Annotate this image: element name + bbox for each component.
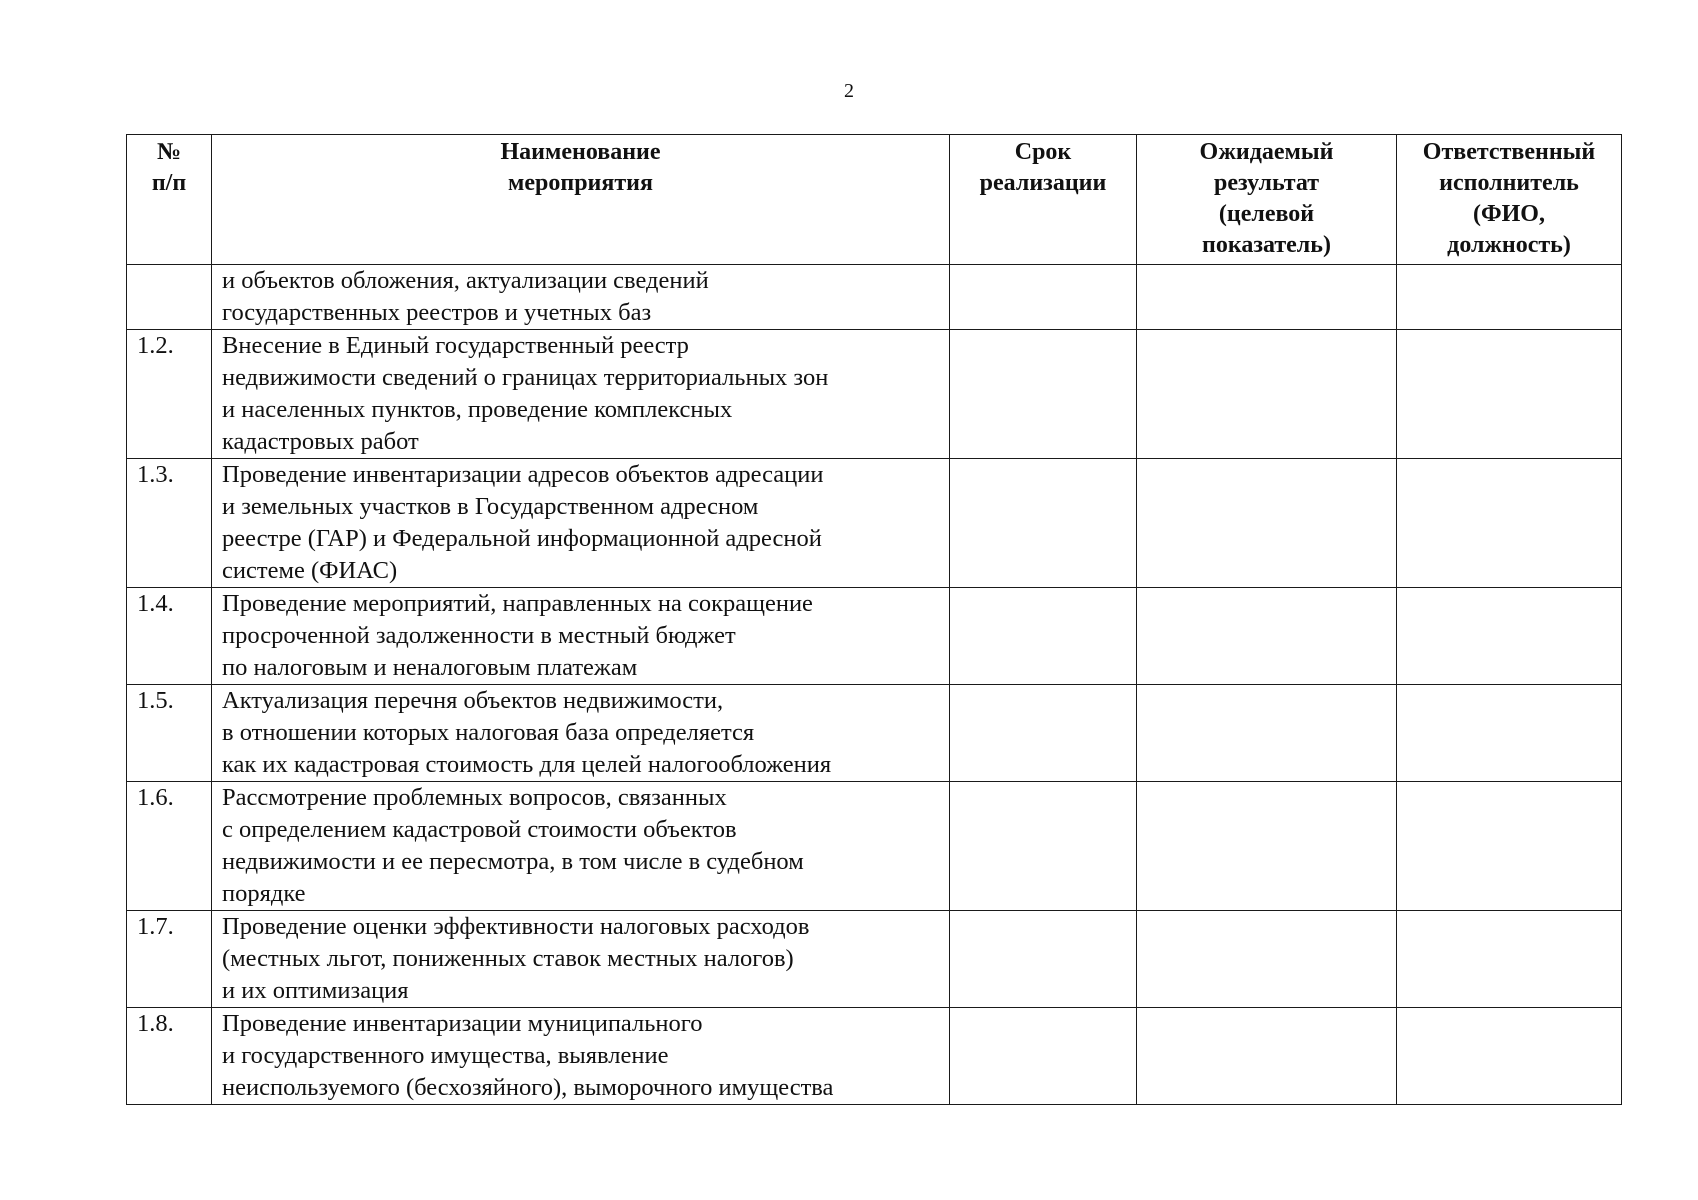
activity-name-line: Проведение инвентаризации муниципального <box>222 1010 703 1037</box>
term-cell <box>950 1008 1137 1105</box>
responsible-cell <box>1397 588 1622 685</box>
result-cell <box>1137 330 1397 459</box>
responsible-cell <box>1397 782 1622 911</box>
row-number: 1.8. <box>127 1008 212 1105</box>
activity-name-line: Актуализация перечня объектов недвижимости, <box>222 687 724 714</box>
activity-name-line: (местных льгот, пониженных ставок местных налогов) <box>222 945 794 972</box>
activity-name-line: как их кадастровая стоимость для целей налогообложения <box>222 751 832 778</box>
responsible-cell <box>1397 330 1622 459</box>
table-header-row <box>127 135 1622 265</box>
responsible-cell <box>1397 265 1622 330</box>
activity-name-line: и населенных пунктов, проведение комплексных <box>222 396 733 423</box>
row-number: 1.3. <box>127 459 212 588</box>
table-row <box>127 588 1622 685</box>
table-row <box>127 911 1622 1008</box>
page-number: 2 <box>844 80 854 102</box>
activity-name <box>212 782 950 911</box>
activity-name-line: системе (ФИАС) <box>222 557 398 584</box>
table-row <box>127 459 1622 588</box>
activities-table <box>126 134 1622 1105</box>
activity-name-line: и их оптимизация <box>222 977 409 1004</box>
result-cell <box>1137 685 1397 782</box>
activity-name-line: недвижимости и ее пересмотра, в том числе в судебном <box>222 848 804 875</box>
result-cell <box>1137 911 1397 1008</box>
term-cell <box>950 782 1137 911</box>
activity-name-line: в отношении которых налоговая база определяется <box>222 719 755 746</box>
row-number: 1.6. <box>127 782 212 911</box>
activity-name-line: неиспользуемого (бесхозяйного), выморочного имущества <box>222 1074 834 1101</box>
activity-name-line: реестре (ГАР) и Федеральной информационной адресной <box>222 525 822 552</box>
table-row <box>127 265 1622 330</box>
activity-name-line: и земельных участков в Государственном адресном <box>222 493 759 520</box>
header-term: Срок реализации <box>950 135 1137 265</box>
activity-name-line: Проведение мероприятий, направленных на сокращение <box>222 590 813 617</box>
table-row <box>127 330 1622 459</box>
table-row <box>127 782 1622 911</box>
row-number: 1.2. <box>127 330 212 459</box>
header-number: № п/п <box>127 135 212 265</box>
term-cell <box>950 685 1137 782</box>
term-cell <box>950 588 1137 685</box>
activity-name-line: и государственного имущества, выявление <box>222 1042 669 1069</box>
activity-name <box>212 588 950 685</box>
row-number <box>127 265 212 330</box>
activity-name <box>212 330 950 459</box>
term-cell <box>950 911 1137 1008</box>
activity-name-line: порядке <box>222 880 306 907</box>
activity-name-line: Проведение оценки эффективности налоговых расходов <box>222 913 810 940</box>
header-result: Ожидаемый результат (целевой показатель) <box>1137 135 1397 265</box>
result-cell <box>1137 265 1397 330</box>
row-number: 1.7. <box>127 911 212 1008</box>
result-cell <box>1137 459 1397 588</box>
activity-name-line: Внесение в Единый государственный реестр <box>222 332 689 359</box>
responsible-cell <box>1397 1008 1622 1105</box>
responsible-cell <box>1397 911 1622 1008</box>
table-row <box>127 685 1622 782</box>
activity-name-line: по налоговым и неналоговым платежам <box>222 654 638 681</box>
activity-name-line: недвижимости сведений о границах территориальных зон <box>222 364 829 391</box>
header-responsible: Ответственный исполнитель (ФИО, должность) <box>1397 135 1622 265</box>
activity-name <box>212 685 950 782</box>
responsible-cell <box>1397 685 1622 782</box>
activity-name-line: Проведение инвентаризации адресов объектов адресации <box>222 461 824 488</box>
result-cell <box>1137 782 1397 911</box>
activity-name-line: просроченной задолженности в местный бюджет <box>222 622 736 649</box>
header-name: Наименование мероприятия <box>212 135 950 265</box>
row-number: 1.5. <box>127 685 212 782</box>
table-row <box>127 1008 1622 1105</box>
activity-name-line: государственных реестров и учетных баз <box>222 299 652 326</box>
activity-name <box>212 459 950 588</box>
activity-name-line: Рассмотрение проблемных вопросов, связанных <box>222 784 727 811</box>
activity-name-line: кадастровых работ <box>222 428 419 455</box>
result-cell <box>1137 1008 1397 1105</box>
activity-name <box>212 911 950 1008</box>
activity-name-line: с определением кадастровой стоимости объектов <box>222 816 737 843</box>
responsible-cell <box>1397 459 1622 588</box>
term-cell <box>950 265 1137 330</box>
activity-name <box>212 265 950 330</box>
row-number: 1.4. <box>127 588 212 685</box>
result-cell <box>1137 588 1397 685</box>
term-cell <box>950 459 1137 588</box>
term-cell <box>950 330 1137 459</box>
activity-name-line: и объектов обложения, актуализации сведений <box>222 267 709 294</box>
activity-name <box>212 1008 950 1105</box>
